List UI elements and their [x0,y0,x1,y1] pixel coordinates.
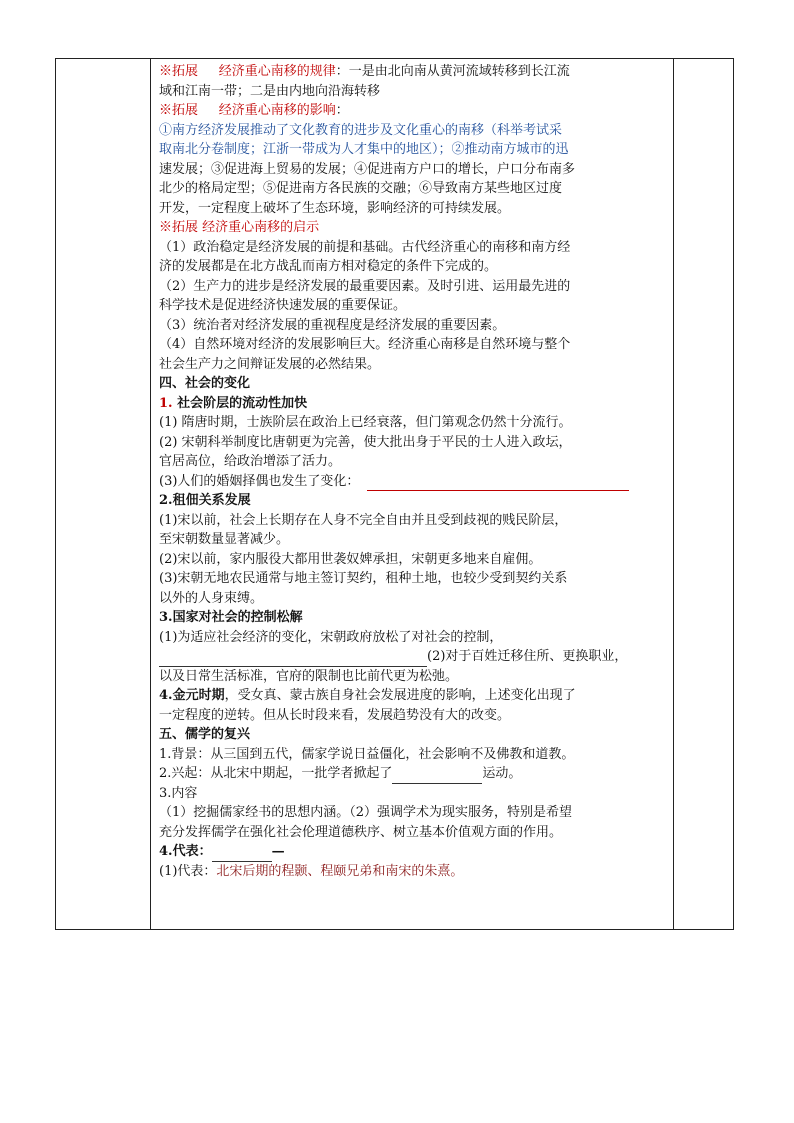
tenancy-line: 以外的人身束缚。 [159,590,264,606]
kuozhan-impact-heading [159,101,667,121]
kuozhan-tag: ※拓展 [159,103,199,118]
representative-answer: 北宋后期的程颢、程颐兄弟和南宋的朱熹。 [216,863,464,879]
kuozhan-tag: ※拓展 [159,220,199,235]
impact-line: 北少的格局定型；⑤促进南方各民族的交融；⑥导致南方某些地区过度 [159,181,563,196]
representative-heading [159,842,667,862]
kuozhan-title: 经济重心南移的规律 [218,64,336,79]
mobility-line: 官居高位，给政治增添了活力。 [159,454,342,469]
tenancy-line: (2)宋以前，家内服役大都用世袭奴婢承担，宋朝更多地来自雇佣。 [159,551,542,567]
tenancy-line: (1)宋以前，社会上长期存在人身不完全自由并且受到歧视的贱民阶层， [159,512,568,528]
mobility-line: (1) 隋唐时期，士族阶层在政治上已经衰落，但门第观念仍然十分流行。 [159,415,572,430]
rise-text-end: 运动。 [482,766,522,781]
table-left-divider [150,59,151,929]
control-line: (1)为适应社会经济的变化，宋朝政府放松了对社会的控制， [159,629,503,645]
kuozhan-title: 经济重心南移的影响 [218,103,336,118]
kuozhan-rule-line2: 域和江南一带；二是由内地向沿海转移 [159,83,381,99]
subheading-title: 社会阶层的流动性加快 [177,395,308,411]
jin-yuan-title: 4.金元时期 [159,688,225,703]
inspiration-line: （4）自然环境对经济的发展影响巨大。经济重心南移是自然环境与整个 [159,337,571,352]
tenancy-line: 至宋朝数量显著减少。 [159,532,290,547]
control-line: 以及日常生活标准，官府的限制也比前代更为松弛。 [159,668,459,684]
fill-in-blank[interactable] [212,848,272,862]
inspiration-line: 济的发展都是在北方战乱而南方相对稳定的条件下完成的。 [159,259,498,274]
impact-line: ①南方经济发展推动了文化教育的进步及文化重心的南移（科举考试采 [159,122,563,138]
impact-line: 开发，一定程度上破坏了生态环境，影响经济的可持续发展。 [159,200,511,216]
inspiration-line: （2）生产力的进步是经济发展的最重要因素。及时引进、运用最先进的 [159,278,571,294]
representative-line [159,862,667,882]
jin-yuan-line1 [159,686,667,706]
kuozhan-text: ：一是由北向南从黄河流域转移到长江流 [335,64,570,79]
representative-title: 4.代表： [159,844,212,859]
confucian-rise [159,764,667,784]
mobility-line: (2) 宋朝科举制度比唐朝更为完善，使大批出身于平民的士人进入政坛， [159,434,572,450]
jin-yuan-text: ，受女真、蒙古族自身社会发展进度的影响，上述变化出现了 [224,688,576,703]
content-line: 充分发挥儒学在强化社会伦理道德秩序、树立基本价值观方面的作用。 [159,824,563,840]
control-line-after: (2)对于百姓迁移住所、更换职业， [427,649,628,664]
fill-in-blank[interactable] [367,477,629,491]
inspiration-line: （3）统治者对经济发展的重视程度是经济发展的重要因素。 [159,317,506,333]
mobility-blank-line [159,472,667,492]
impact-line: 速发展；③促进海上贸易的发展；④促进南方户口的增长，户口分布南多 [159,161,576,177]
representative-label: (1)代表： [159,863,217,879]
subheading-state-control: 3.国家对社会的控制松解 [159,610,303,625]
lesson-table [55,58,734,930]
subheading-social-mobility [159,394,667,414]
kuozhan-title: 经济重心南移的启示 [202,220,320,235]
kuozhan-rule-line1 [159,62,667,82]
section-heading-4: 四、社会的变化 [159,376,251,391]
confucian-content-label: 3.内容 [159,785,198,801]
kuozhan-inspiration-heading [159,218,667,238]
inspiration-line: 科学技术是促进经济快速发展的重要保证。 [159,298,407,313]
content-cell [159,62,667,881]
fill-in-blank[interactable] [392,770,482,784]
rise-text: 2.兴起：从北宋中期起，一批学者掀起了 [159,766,393,781]
impact-line: 取南北分卷制度；江浙一带成为人才集中的地区）；②推动南方城市的迅 [159,142,569,157]
section-heading-5: 五、儒学的复兴 [159,727,251,742]
subheading-number: 1. [159,395,173,411]
tenancy-line: (3)宋朝无地农民通常与地主签订契约，租种土地，也较少受到契约关系 [159,571,568,586]
jin-yuan-line2: 一定程度的逆转。但从长时段来看，发展趋势没有大的改变。 [159,707,511,723]
table-right-divider [673,59,674,929]
mobility-blank-prompt: (3)人们的婚姻择偶也发生了变化： [159,473,360,489]
fill-in-blank[interactable] [159,653,427,667]
content-line: （1）挖掘儒家经书的思想内涵。（2）强调学术为现实服务，特别是希望 [159,805,573,820]
subheading-tenancy: 2.租佃关系发展 [159,493,251,508]
confucian-background: 1.背景：从三国到五代，儒家学说日益僵化，社会影响不及佛教和道教。 [159,746,575,762]
kuozhan-tag: ※拓展 [159,64,199,79]
kuozhan-colon: ： [335,103,349,118]
inspiration-line: （1）政治稳定是经济发展的前提和基础。古代经济重心的南移和南方经 [159,239,571,255]
control-blank-line [159,647,667,667]
inspiration-line: 社会生产力之间辩证发展的必然结果。 [159,356,381,372]
representative-dash: — [271,844,285,859]
